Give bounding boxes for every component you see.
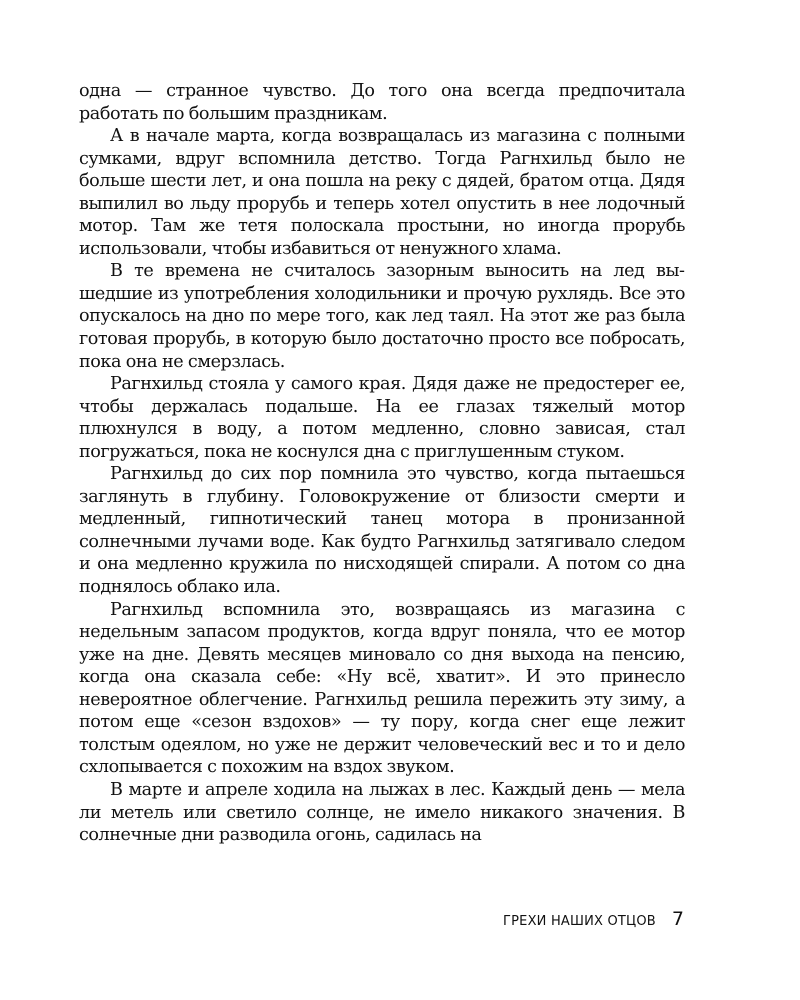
body-text — [79, 80, 685, 847]
paragraph: В марте и апреле ходила на лыжах в лес. Каждый день — мела ли метель или светило солнце, не имело никакого значения. В солнечные дни разводила огонь, садилась на — [79, 779, 685, 846]
page-footer — [503, 908, 684, 930]
page-number: 7 — [671, 908, 684, 930]
paragraph: Рагнхильд вспомнила это, возвращаясь из магазина с недельным запасом продуктов, когда вдруг поняла, что ее мотор уже на дне. Девять месяцев миновало со дня выхода на пенсию, когда она сказала себе: «Ну всё, хватит». И это принесло невероятное облегчение. Рагнхильд решила пережить эту зиму, а потом еще «сезон вздохов» — ту пору, когда снег еще лежит толстым одеялом, но уже не держит человеческий вес и то и дело схлопывается с похожим на вздох звуком. — [79, 599, 685, 778]
running-title: ГРЕХИ НАШИХ ОТЦОВ — [503, 914, 656, 929]
paragraph: Рагнхильд стояла у самого края. Дядя даже не предостерег ее, чтобы держалась подальше. На ее глазах тяжелый мотор плюхнулся в воду, а потом медленно, словно зависая, стал погружаться, пока не коснулся дна с приглушенным стуком. — [79, 374, 685, 462]
paragraph: В те времена не считалось зазорным выносить на лед вышедшие из употребления холодильники и прочую рухлядь. Все это опускалось на дно по мере того, как лед таял. На этот же раз была готовая прорубь, в которую было достаточно просто все побросать, пока она не смерзлась. — [79, 261, 685, 372]
paragraph: А в начале марта, когда возвращалась из магазина с полными сумками, вдруг вспомнила детство. Тогда Рагнхильд было не больше шести лет, и она пошла на реку с дядей, братом отца. Дядя выпилил во льду прорубь и теперь хотел опустить в нее лодочный мотор. Там же тетя полоскала простыни, но иногда прорубь использовали, чтобы избавиться от ненужного хлама. — [79, 126, 685, 259]
paragraph-continued: одна — странное чувство. До того она всегда предпочитала работать по большим праздникам. — [79, 81, 685, 124]
paragraph: Рагнхильд до сих пор помнила это чувство, когда пытаешься заглянуть в глубину. Головокружение от близости смерти и медленный, гипнотический танец мотора в пронизанной солнечными лучами воде. Как будто Рагнхильд затягивало следом и она медленно кружила по нисходящей спирали. А потом со дна поднялось облако ила. — [79, 464, 685, 598]
